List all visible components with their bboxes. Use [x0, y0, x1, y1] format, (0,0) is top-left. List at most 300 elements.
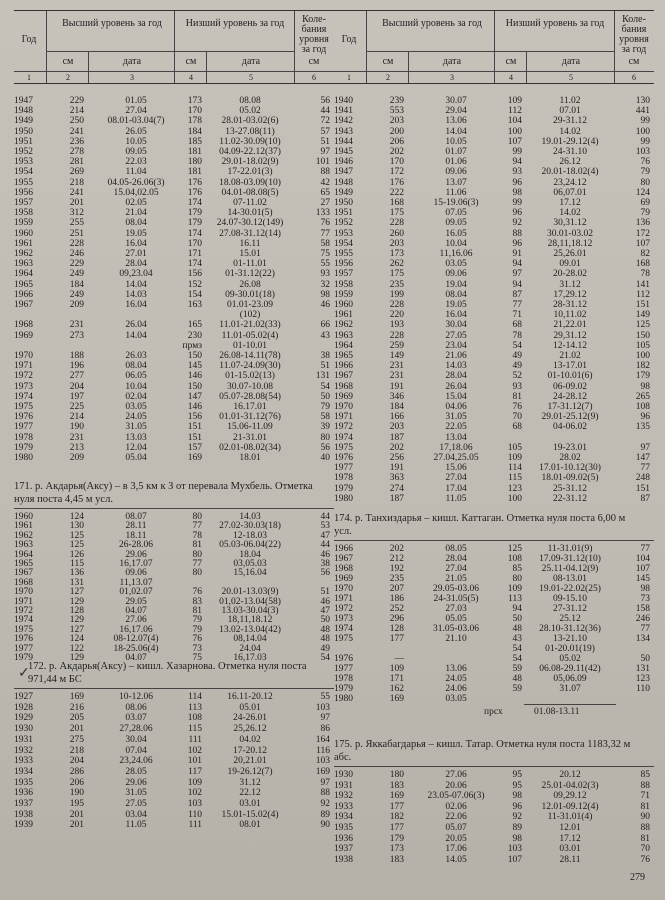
table-cell: 241 — [69, 187, 84, 198]
table-cell: 11,16.06 — [439, 249, 473, 259]
table-cell: 99 — [640, 136, 650, 147]
table-cell: 47 — [320, 530, 330, 541]
table-cell: 49 — [512, 351, 522, 361]
table-cell: 88 — [512, 228, 522, 239]
table-cell: 256 — [389, 453, 404, 463]
table-cell: 11.02-30.09(10) — [219, 136, 281, 147]
table-cell: 44 — [320, 512, 330, 522]
table-cell: 26.05 — [125, 126, 147, 137]
table-cell: 16.04 — [445, 310, 467, 321]
table-cell: 88 — [320, 788, 330, 799]
table-row — [334, 127, 654, 137]
table-cell: 1967 — [14, 568, 33, 579]
table-cell: 54 — [320, 381, 330, 392]
table-cell: 130 — [69, 521, 84, 532]
table-row — [334, 106, 654, 116]
header-high-cm: см — [382, 56, 394, 67]
table-row — [334, 674, 654, 684]
table-cell: 170 — [187, 106, 202, 117]
table-cell: 1950 — [14, 126, 33, 137]
col-num: 6 — [632, 73, 636, 82]
table-cell: 129 — [69, 615, 84, 626]
section-171-title: 171. р. Акдарья(Аксу) – в 3,5 км к З от перевала Мухбель. Отметка нуля поста 4,45 м усл. — [14, 481, 313, 505]
table-cell: 28.11 — [125, 521, 147, 532]
table-cell: 19.01-29.12(4) — [541, 136, 599, 147]
table-cell: 19.05 — [125, 228, 147, 239]
table-row — [14, 341, 334, 351]
table-cell: 20,21.01 — [233, 756, 267, 767]
table-cell: 28.02 — [559, 453, 581, 463]
table-cell: 1977 — [334, 463, 353, 474]
table-cell: 87 — [512, 289, 522, 300]
table-cell: 12.04 — [125, 442, 147, 453]
table-cell: 28.11 — [559, 854, 581, 865]
table-cell: 169 — [69, 692, 84, 702]
table-cell: 109 — [389, 664, 404, 674]
table-row — [14, 96, 334, 106]
table-cell: 65 — [320, 187, 330, 198]
table-cell: 54 — [512, 654, 522, 664]
table-cell: 1961 — [14, 238, 33, 249]
table-row — [14, 799, 334, 809]
table-cell: 14.05 — [445, 854, 467, 865]
table-cell: 11.04 — [125, 167, 147, 178]
table-cell: 92 — [512, 218, 522, 229]
table-row — [14, 178, 334, 188]
table-cell: 14.03 — [445, 361, 467, 372]
table-cell: 176 — [187, 177, 202, 188]
table-row — [334, 781, 654, 791]
table-cell: 1950 — [334, 198, 353, 208]
table-cell: 95 — [512, 770, 522, 780]
table-cell: 201 — [69, 724, 84, 735]
table-cell: 77 — [320, 228, 330, 239]
table-cell: 117 — [188, 766, 202, 777]
table-row — [334, 300, 654, 310]
table-cell: 05.07-28.08(54) — [219, 391, 281, 402]
table-cell: 22.05 — [445, 422, 467, 433]
table-cell: 1967 — [334, 371, 353, 382]
table-cell: 23,24.12 — [553, 177, 587, 188]
table-cell: 30.07 — [445, 96, 467, 106]
table-row — [334, 229, 654, 239]
table-cell: 231 — [389, 371, 404, 382]
table-cell: 135 — [635, 422, 650, 433]
table-cell: 68 — [512, 320, 522, 331]
table-cell: 1965 — [334, 351, 353, 361]
table-row — [14, 198, 334, 208]
table-cell: 90 — [320, 820, 330, 831]
table-cell: 11.02 — [559, 96, 581, 106]
section-175-title: 175. р. Яккабагдарья – кишл. Татар. Отметка нуля поста 1183,32 м абс. — [334, 739, 631, 763]
table-cell: 17-31.12(7) — [547, 402, 593, 412]
table-row — [334, 564, 654, 574]
table-row — [14, 382, 334, 392]
table-cell: 46 — [320, 549, 330, 560]
table-cell: 01.01-31.12(76) — [219, 412, 281, 423]
table-cell: 28.04 — [445, 371, 467, 382]
table-row — [334, 96, 654, 106]
table-cell: 04.07 — [125, 653, 147, 663]
table-cell: 1972 — [14, 371, 33, 382]
table-cell: 56 — [320, 96, 330, 106]
table-cell: 13.03 — [125, 432, 147, 443]
table-cell: 173 — [389, 844, 404, 855]
table-row — [334, 157, 654, 167]
table-cell: 98 — [512, 791, 522, 802]
table-cell: 07-11.02 — [233, 198, 267, 208]
table-cell: 192 — [389, 564, 404, 574]
table-cell: 1961 — [14, 521, 33, 532]
table-row — [14, 703, 334, 713]
table-cell: 76 — [320, 218, 330, 229]
table-cell: 1927 — [14, 692, 33, 702]
table-cell: 50 — [512, 614, 522, 624]
table-cell: 200 — [389, 126, 404, 137]
table-cell: 56 — [320, 568, 330, 579]
table-row — [334, 684, 654, 694]
table-cell: 09-15.10 — [552, 594, 588, 604]
table-cell: 15.01 — [239, 249, 261, 259]
table-cell: 1969 — [334, 574, 353, 584]
col-num: 1 — [27, 73, 31, 82]
table-cell: 10.05 — [125, 136, 147, 147]
col-num: 5 — [569, 73, 573, 82]
table-cell: 27.05 — [445, 330, 467, 341]
table-cell: 13.07 — [445, 177, 467, 188]
table-row — [334, 473, 654, 483]
table-cell: 125 — [69, 540, 84, 551]
table-cell: 1971 — [334, 594, 353, 604]
table-cell: 195 — [69, 799, 84, 809]
table-cell: 20-28.02 — [552, 269, 588, 280]
header-high-cm: см — [62, 56, 74, 67]
table-cell: 05.07 — [445, 823, 467, 833]
table-cell: 29.01-18.02(9) — [221, 157, 279, 168]
table-row — [334, 574, 654, 584]
table-cell: 1953 — [14, 157, 33, 168]
table-cell: 26.04 — [125, 320, 147, 331]
table-cell: 100 — [507, 493, 522, 504]
table-row — [334, 208, 654, 218]
table-cell: 214 — [69, 412, 84, 423]
table-cell: 1958 — [14, 208, 33, 219]
table-cell: 01.07 — [445, 147, 467, 157]
table-row — [14, 137, 334, 147]
table-cell: 145 — [187, 361, 202, 372]
table-cell: 171 — [187, 249, 202, 259]
table-cell: 1956 — [14, 187, 33, 198]
table-cell: 08-12.07(4) — [113, 634, 159, 645]
table-cell: 1974 — [334, 624, 353, 634]
table-cell: 149 — [389, 351, 404, 361]
table-cell: 76 — [512, 402, 522, 412]
table-row — [14, 735, 334, 745]
header-high: Высший уровень за год — [62, 18, 162, 29]
table-cell: 1959 — [334, 289, 353, 300]
table-cell: 16.04 — [125, 300, 147, 310]
table-cell: 28.10-31.12(36) — [539, 624, 601, 634]
table-cell: 11.01-05.02(4) — [221, 330, 279, 341]
table-cell: 07.04 — [125, 745, 147, 756]
table-cell: 50 — [640, 654, 650, 664]
table-cell: 212 — [389, 554, 404, 564]
table-cell: 107 — [507, 136, 522, 147]
table-cell: 44 — [320, 106, 330, 117]
table-row — [334, 644, 654, 654]
table-cell: 207 — [389, 584, 404, 594]
table-cell: 1935 — [14, 777, 33, 788]
table-cell: 31.12 — [239, 777, 261, 788]
table-cell: 15.04 — [445, 391, 467, 402]
table-row — [14, 290, 334, 300]
table-cell: 1975 — [334, 442, 353, 453]
table-row — [334, 147, 654, 157]
table-cell: 53 — [320, 521, 330, 532]
table-cell: 216 — [69, 702, 84, 713]
table-cell: 29.04 — [445, 106, 467, 117]
table-cell: 1940 — [334, 96, 353, 106]
table-cell: 1952 — [14, 147, 33, 157]
table-cell: 10.04 — [125, 381, 147, 392]
table-cell: 50 — [320, 391, 330, 402]
table-row — [14, 351, 334, 361]
table-cell: 17.01-10.12(30) — [539, 463, 601, 474]
table-cell: 27.05 — [125, 799, 147, 809]
table-cell: 28-31.12 — [552, 300, 588, 310]
table-cell: 19.05 — [445, 300, 467, 310]
table-cell: 231 — [69, 432, 84, 443]
table-cell: 16.11 — [239, 238, 261, 249]
table-cell: 23,24.06 — [119, 756, 153, 767]
table-cell: 202 — [389, 442, 404, 453]
table-cell: 175 — [389, 208, 404, 219]
table-cell: 1972 — [334, 604, 353, 614]
table-cell: 105 — [635, 340, 650, 351]
table-cell: 1965 — [14, 279, 33, 290]
table-cell: 129 — [69, 596, 84, 607]
table-row — [14, 280, 334, 290]
table-cell: 59 — [512, 684, 522, 694]
header-range: Коле-бания уровня за год — [619, 14, 649, 55]
table-cell: 38 — [320, 351, 330, 361]
table-cell: 126 — [69, 549, 84, 560]
table-cell: 1979 — [334, 483, 353, 494]
table-cell: 151 — [635, 483, 650, 494]
table-cell: 15.06-11.09 — [227, 422, 273, 433]
table-cell: 1974 — [14, 391, 33, 402]
table-row — [334, 392, 654, 402]
table-row — [14, 371, 334, 381]
table-cell: 22-31.12 — [552, 493, 588, 504]
table-cell: 1975 — [14, 402, 33, 412]
table-row — [334, 198, 654, 208]
table-row — [14, 331, 334, 341]
table-cell: 152 — [187, 279, 202, 290]
table-cell: 48 — [512, 624, 522, 634]
table-cell: 203 — [389, 116, 404, 127]
table-cell: 1947 — [14, 96, 33, 106]
section-174-title: 174. р. Танхиздарья – кишл. Каттаган. Отметка нуля поста 6,00 м усл. — [334, 513, 626, 537]
table-cell: 14.04 — [125, 330, 147, 341]
table-cell: 14.04 — [125, 279, 147, 290]
table-cell: 47 — [320, 606, 330, 616]
table-cell: 1933 — [334, 801, 353, 812]
table-cell: 82 — [640, 249, 650, 259]
table-cell: 136 — [69, 568, 84, 579]
table-cell: 127 — [69, 624, 84, 635]
table-cell: 260 — [389, 228, 404, 239]
table-cell: 181 — [187, 167, 202, 178]
table-cell: 286 — [69, 766, 84, 777]
col-num: 5 — [249, 73, 253, 82]
table-cell: 07.01 — [559, 106, 581, 117]
header-high: Высший уровень за год — [382, 18, 482, 29]
table-cell: 124 — [69, 634, 84, 645]
table-cell: 02.04 — [125, 391, 147, 402]
table-cell: 1963 — [14, 540, 33, 551]
table-cell: 29.06 — [125, 777, 147, 788]
table-cell: 02.05 — [125, 198, 147, 208]
table-cell: 1976 — [334, 453, 353, 463]
table-cell: 80 — [192, 549, 202, 560]
table-cell: 363 — [389, 473, 404, 484]
table-cell: 29.06 — [125, 549, 147, 560]
table-cell: 146 — [187, 402, 202, 412]
table-cell: 1980 — [334, 694, 353, 704]
table-row — [14, 422, 334, 432]
table-cell: 13-27.08(11) — [225, 126, 275, 137]
table-cell: 111 — [188, 820, 202, 831]
table-cell: 183 — [389, 854, 404, 865]
table-cell: 14-30.01(5) — [227, 208, 273, 219]
table-cell: 108 — [187, 713, 202, 724]
table-cell: 17-22.01(3) — [227, 167, 273, 178]
table-cell: 26.04 — [445, 381, 467, 392]
table-cell: 96 — [512, 208, 522, 219]
table-cell: 1971 — [334, 412, 353, 423]
table-cell: 24-31.05(5) — [433, 594, 479, 604]
table-cell: 01-20.01(19) — [545, 644, 595, 654]
table-cell: 1964 — [334, 340, 353, 351]
table-cell: 11-31.01(4) — [547, 812, 593, 823]
table-row — [334, 594, 654, 604]
table-row — [14, 249, 334, 259]
table-cell: 187 — [389, 432, 404, 443]
table-cell: 214 — [69, 106, 84, 117]
table-cell: 1978 — [334, 473, 353, 484]
table-cell: 30.01-03.02 — [547, 228, 593, 239]
table-cell: 99 — [512, 147, 522, 157]
table-row — [334, 770, 654, 780]
table-cell: 229 — [69, 96, 84, 106]
table-cell: 93 — [512, 167, 522, 178]
table-cell: 96 — [512, 801, 522, 812]
table-cell: 190 — [69, 422, 84, 433]
table-cell: 103 — [315, 702, 330, 713]
table-cell: 184 — [69, 279, 84, 290]
table-cell: 21-31.01 — [232, 432, 268, 443]
table-cell: 205 — [69, 713, 84, 724]
table-cell: 43 — [320, 330, 330, 341]
table-row — [334, 844, 654, 854]
table-cell: 19-23.01 — [552, 442, 588, 453]
table-cell: 131 — [315, 371, 330, 382]
table-cell: 16,17.07 — [119, 559, 153, 569]
table-cell: 26.03 — [125, 351, 147, 361]
header-range-cm: см — [628, 56, 640, 67]
table-cell: 196 — [69, 361, 84, 372]
table-cell: 27.02-30.03(18) — [219, 521, 281, 532]
table-cell: 50 — [320, 615, 330, 626]
table-cell: 13-17.01 — [552, 361, 588, 372]
table-cell: 113 — [188, 702, 202, 713]
table-cell: 21,22.01 — [553, 320, 587, 331]
table-cell: 79 — [192, 624, 202, 635]
table-row — [334, 634, 654, 644]
table-cell: 259 — [389, 340, 404, 351]
table-cell: 51 — [320, 361, 330, 372]
header-low: Низший уровень за год — [505, 18, 605, 29]
table-cell: 174 — [187, 259, 202, 270]
table-cell: 27.08-31.12(14) — [219, 228, 281, 239]
table-cell: 150 — [187, 381, 202, 392]
table-cell: 220 — [389, 310, 404, 321]
table-cell: 26-28.06 — [118, 540, 154, 551]
table-cell: 66 — [320, 320, 330, 331]
table-cell: 209 — [69, 453, 84, 463]
table-cell: 107 — [635, 564, 650, 574]
table-cell: 85 — [512, 564, 522, 574]
table-cell: 141 — [635, 279, 650, 290]
table-cell: 179 — [187, 208, 202, 219]
table-cell: 28.04 — [125, 259, 147, 270]
table-row — [334, 178, 654, 188]
table-cell: 169 — [187, 453, 202, 463]
table-cell: 251 — [69, 228, 84, 239]
table-cell: 46 — [320, 300, 330, 310]
table-cell: 51 — [320, 136, 330, 147]
table-cell: 13-21.10 — [552, 634, 588, 644]
table-cell: 76 — [192, 587, 202, 598]
table-cell: 191 — [389, 463, 404, 474]
table-cell: 98 — [512, 833, 522, 844]
table-row — [14, 218, 334, 228]
table-cell: 05.02 — [559, 654, 581, 664]
table-cell: 182 — [635, 361, 650, 372]
table-cell: 58 — [320, 412, 330, 423]
table-cell: 97 — [640, 442, 650, 453]
col-num: 3 — [130, 73, 134, 82]
table-cell: 199 — [389, 289, 404, 300]
table-cell: 1971 — [14, 596, 33, 607]
table-cell: 228 — [389, 300, 404, 310]
table-cell: 18.01 — [239, 453, 261, 463]
table-cell: 27.04 — [445, 564, 467, 574]
table-cell: (102) — [239, 310, 261, 321]
table-row — [334, 320, 654, 330]
table-cell: 80 — [192, 512, 202, 522]
table-cell: 269 — [69, 167, 84, 178]
table-cell: 115 — [188, 724, 202, 735]
table-cell: 1977 — [14, 422, 33, 433]
table-cell: 136 — [635, 218, 650, 229]
table-cell: 184 — [187, 126, 202, 137]
table-cell: 174 — [187, 198, 202, 208]
table-cell: 102 — [187, 788, 202, 799]
table-cell: 25.11-04.12(9) — [541, 564, 599, 574]
table-cell: 218 — [69, 177, 84, 188]
